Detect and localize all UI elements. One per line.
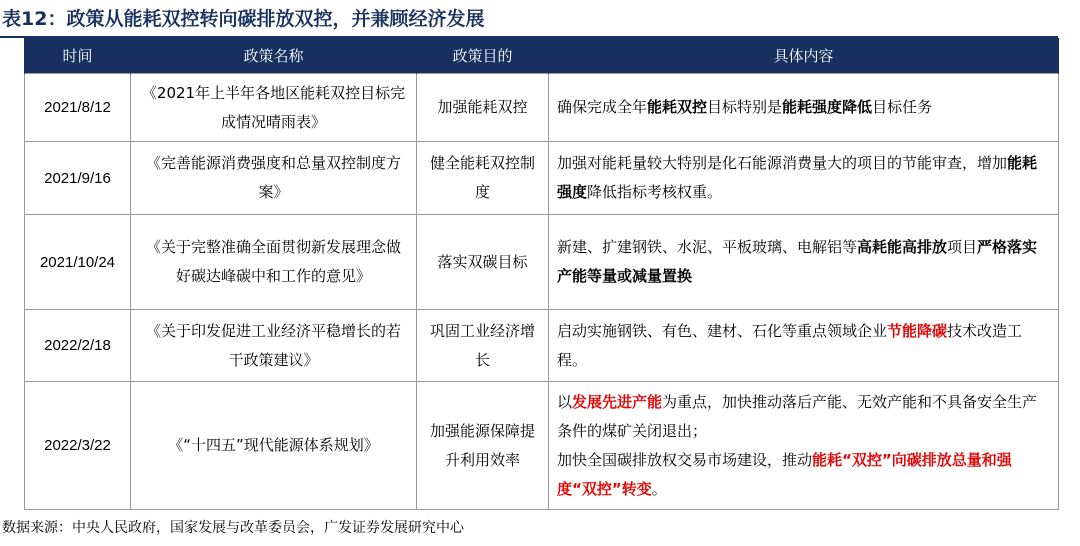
- policy-name-cell: 《关于印发促进工业经济平稳增长的若干政策建议》: [131, 310, 417, 382]
- detail-paragraph: [557, 317, 1050, 375]
- detail-cell: [549, 215, 1059, 310]
- detail-text: 目标特别是: [707, 98, 783, 116]
- table-row: [25, 310, 1059, 382]
- policy-name-cell: 《关于完整准确全面贯彻新发展理念做好碳达峰碳中和工作的意见》: [131, 215, 417, 310]
- table-row: [25, 215, 1059, 310]
- header-detail: 具体内容: [549, 38, 1059, 74]
- highlight-red-text: 发展先进产能: [572, 392, 663, 411]
- emphasis-text: 高耗能高排放: [857, 238, 948, 256]
- policy-name-cell: 《完善能源消费强度和总量双控制度方案》: [131, 142, 417, 215]
- policy-table: [24, 38, 1059, 510]
- policy-goal-cell: 加强能耗双控: [417, 74, 549, 142]
- detail-paragraph: [557, 388, 1050, 446]
- detail-paragraph: [557, 93, 1050, 122]
- detail-text: 启动实施钢铁、有色、建材、石化等重点领域企业: [557, 321, 888, 340]
- detail-cell: [549, 74, 1059, 142]
- detail-text: 降低指标考核权重。: [587, 183, 723, 201]
- detail-paragraph: [557, 233, 1050, 291]
- detail-text: 项目: [947, 238, 978, 256]
- highlight-red-text: 节能降碳: [887, 321, 948, 340]
- policy-goal-cell: 健全能耗双控制度: [417, 142, 549, 215]
- policy-goal-cell: 巩固工业经济增长: [417, 310, 549, 382]
- detail-paragraph: [557, 446, 1050, 504]
- detail-text: 目标任务: [872, 98, 933, 116]
- header-date: 时间: [25, 38, 131, 74]
- detail-text: 加强对能耗量较大特别是化石能源消费量大的项目的节能审查，增加: [557, 154, 1008, 172]
- detail-text: 技术改造工程。: [557, 321, 1023, 369]
- detail-cell: [549, 382, 1059, 510]
- detail-cell: [549, 142, 1059, 215]
- emphasis-text: 严格落实产能等量或减量置换: [557, 238, 1038, 285]
- detail-text: 加快全国碳排放权交易市场建设，推动: [557, 450, 813, 469]
- emphasis-text: 能耗强度降低: [782, 98, 873, 116]
- header-policy-name: 政策名称: [131, 38, 417, 74]
- policy-name-cell: 《2021年上半年各地区能耗双控目标完成情况晴雨表》: [131, 74, 417, 142]
- policy-goal-cell: 加强能源保障提升利用效率: [417, 382, 549, 510]
- date-cell: 2022/3/22: [25, 382, 131, 510]
- table-row: [25, 74, 1059, 142]
- header-row: [25, 38, 1059, 74]
- detail-text: 新建、扩建钢铁、水泥、平板玻璃、电解铝等: [557, 238, 858, 256]
- header-policy-goal: 政策目的: [417, 38, 549, 74]
- detail-text: 确保完成全年: [557, 98, 648, 116]
- emphasis-text: 能耗双控: [647, 98, 708, 116]
- detail-text: 以: [557, 392, 573, 411]
- table-row: [25, 142, 1059, 215]
- date-cell: 2021/9/16: [25, 142, 131, 215]
- table-row: [25, 382, 1059, 510]
- date-cell: 2021/8/12: [25, 74, 131, 142]
- detail-text: 。: [651, 479, 667, 498]
- date-cell: 2022/2/18: [25, 310, 131, 382]
- date-cell: 2021/10/24: [25, 215, 131, 310]
- detail-text: 为重点，加快推动落后产能、无效产能和不具备安全生产条件的煤矿关闭退出；: [557, 392, 1038, 440]
- detail-paragraph: [557, 149, 1050, 207]
- policy-goal-cell: 落实双碳目标: [417, 215, 549, 310]
- source-note: 数据来源：中央人民政府，国家发展与改革委员会，广发证券发展研究中心: [2, 520, 464, 536]
- highlight-red-text: 能耗“双控”向碳排放总量和强度“双控”转变: [557, 450, 1012, 498]
- emphasis-text: 能耗强度: [557, 154, 1038, 201]
- table-title: 表12：政策从能耗双控转向碳排放双控，并兼顾经济发展: [2, 8, 485, 30]
- policy-name-cell: 《“十四五”现代能源体系规划》: [131, 382, 417, 510]
- detail-cell: [549, 310, 1059, 382]
